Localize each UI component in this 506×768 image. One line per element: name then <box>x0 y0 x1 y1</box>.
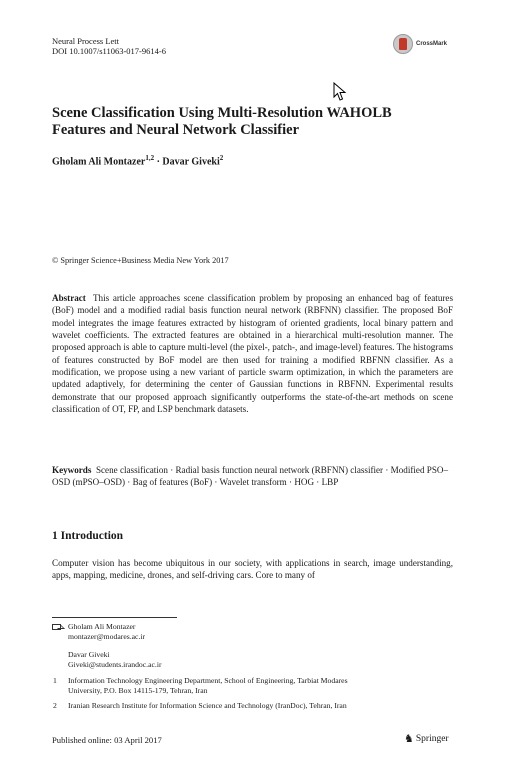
crossmark-badge[interactable] <box>393 34 447 54</box>
author-name[interactable]: Davar Giveki <box>162 156 220 168</box>
author-list <box>52 154 223 167</box>
keywords-text: Scene classification · Radial basis function neural network (RBFNN) classifier · Modified PSO–OSD (mPSO–OSD) · Bag of features (BoF) · Wavelet transform · HOG · LBP <box>52 465 449 488</box>
author-affiliation-mark: 2 <box>219 154 224 162</box>
section-heading-introduction: 1 Introduction <box>52 530 124 542</box>
abstract <box>52 292 453 415</box>
author-name: Gholam Ali Montazer <box>68 622 136 631</box>
affiliation-number: 1 <box>53 676 57 685</box>
title-line-2: Features and Neural Network Classifier <box>52 122 300 138</box>
paper-title <box>52 105 452 139</box>
affiliation-1 <box>68 676 458 696</box>
copyright-notice: © Springer Science+Business Media New York 2017 <box>52 256 229 265</box>
author-email[interactable]: Giveki@students.irandoc.ac.ir <box>68 660 162 669</box>
author-separator: · <box>154 156 163 168</box>
doi: DOI 10.1007/s11063-017-9614-6 <box>52 46 166 56</box>
publisher-name: Springer <box>415 733 449 744</box>
journal-name: Neural Process Lett <box>52 36 120 46</box>
corresponding-author-1 <box>68 622 145 642</box>
author-email[interactable]: montazer@modares.ac.ir <box>68 632 146 641</box>
author-name: Davar Giveki <box>68 650 110 659</box>
affiliation-1-line-1: Information Technology Engineering Department, School of Engineering, Tarbiat Modares <box>68 676 348 685</box>
abstract-label: Abstract <box>52 293 86 303</box>
crossmark-icon <box>393 34 413 54</box>
affiliation-number: 2 <box>53 701 57 710</box>
keywords <box>52 464 453 489</box>
published-date: Published online: 03 April 2017 <box>52 735 162 745</box>
affiliation-1-line-2: University, P.O. Box 14115-179, Tehran, Iran <box>68 686 208 695</box>
affiliation-2: Iranian Research Institute for Information Science and Technology (IranDoc), Tehran, Iran <box>68 701 347 710</box>
envelope-icon <box>52 624 61 630</box>
author-name[interactable]: Gholam Ali Montazer <box>52 156 146 168</box>
springer-logo <box>404 732 449 745</box>
abstract-text: This article approaches scene classification problem by proposing an enhanced bag of features (BoF) model and a modified radial basis function neural network (RBFNN) classifier. The proposed BoF model integrates the image features extracted by histogram of oriented gradients, local binary pattern and wavelet coefficients. The extracted features are obtained in a hierarchical multi-resolution manner. The proposed approach is able to capture multi-level (the pixel-, patch-, and image-level) features. The histograms of features constructed by BoF model are then used for training a modified RBFNN classifier. As a modification, we propose using a new variant of particle swarm optimization, in which the parameters are updated adaptively, for determining the center of Gaussian functions in RBFNN. Experimental results demonstrate that our proposed approach significantly outperforms the state-of-the-art methods on scene classification of OT, FP, and LSP benchmark datasets. <box>52 293 453 415</box>
crossmark-label: CrossMark <box>416 41 448 47</box>
footnote-divider <box>52 617 177 618</box>
springer-horse-icon: ♞ <box>404 733 414 745</box>
author-affiliation-mark: 1,2 <box>145 154 155 162</box>
corresponding-author-2 <box>68 650 162 670</box>
keywords-label: Keywords <box>52 465 92 475</box>
title-line-1: Scene Classification Using Multi-Resolution WAHOLB <box>52 105 392 121</box>
journal-header <box>52 36 166 56</box>
introduction-text: Computer vision has become ubiquitous in our society, with applications in search, image understanding, apps, mapping, medicine, drones, and self-driving cars. Core to many of <box>52 558 453 581</box>
mouse-cursor-icon <box>333 82 347 107</box>
